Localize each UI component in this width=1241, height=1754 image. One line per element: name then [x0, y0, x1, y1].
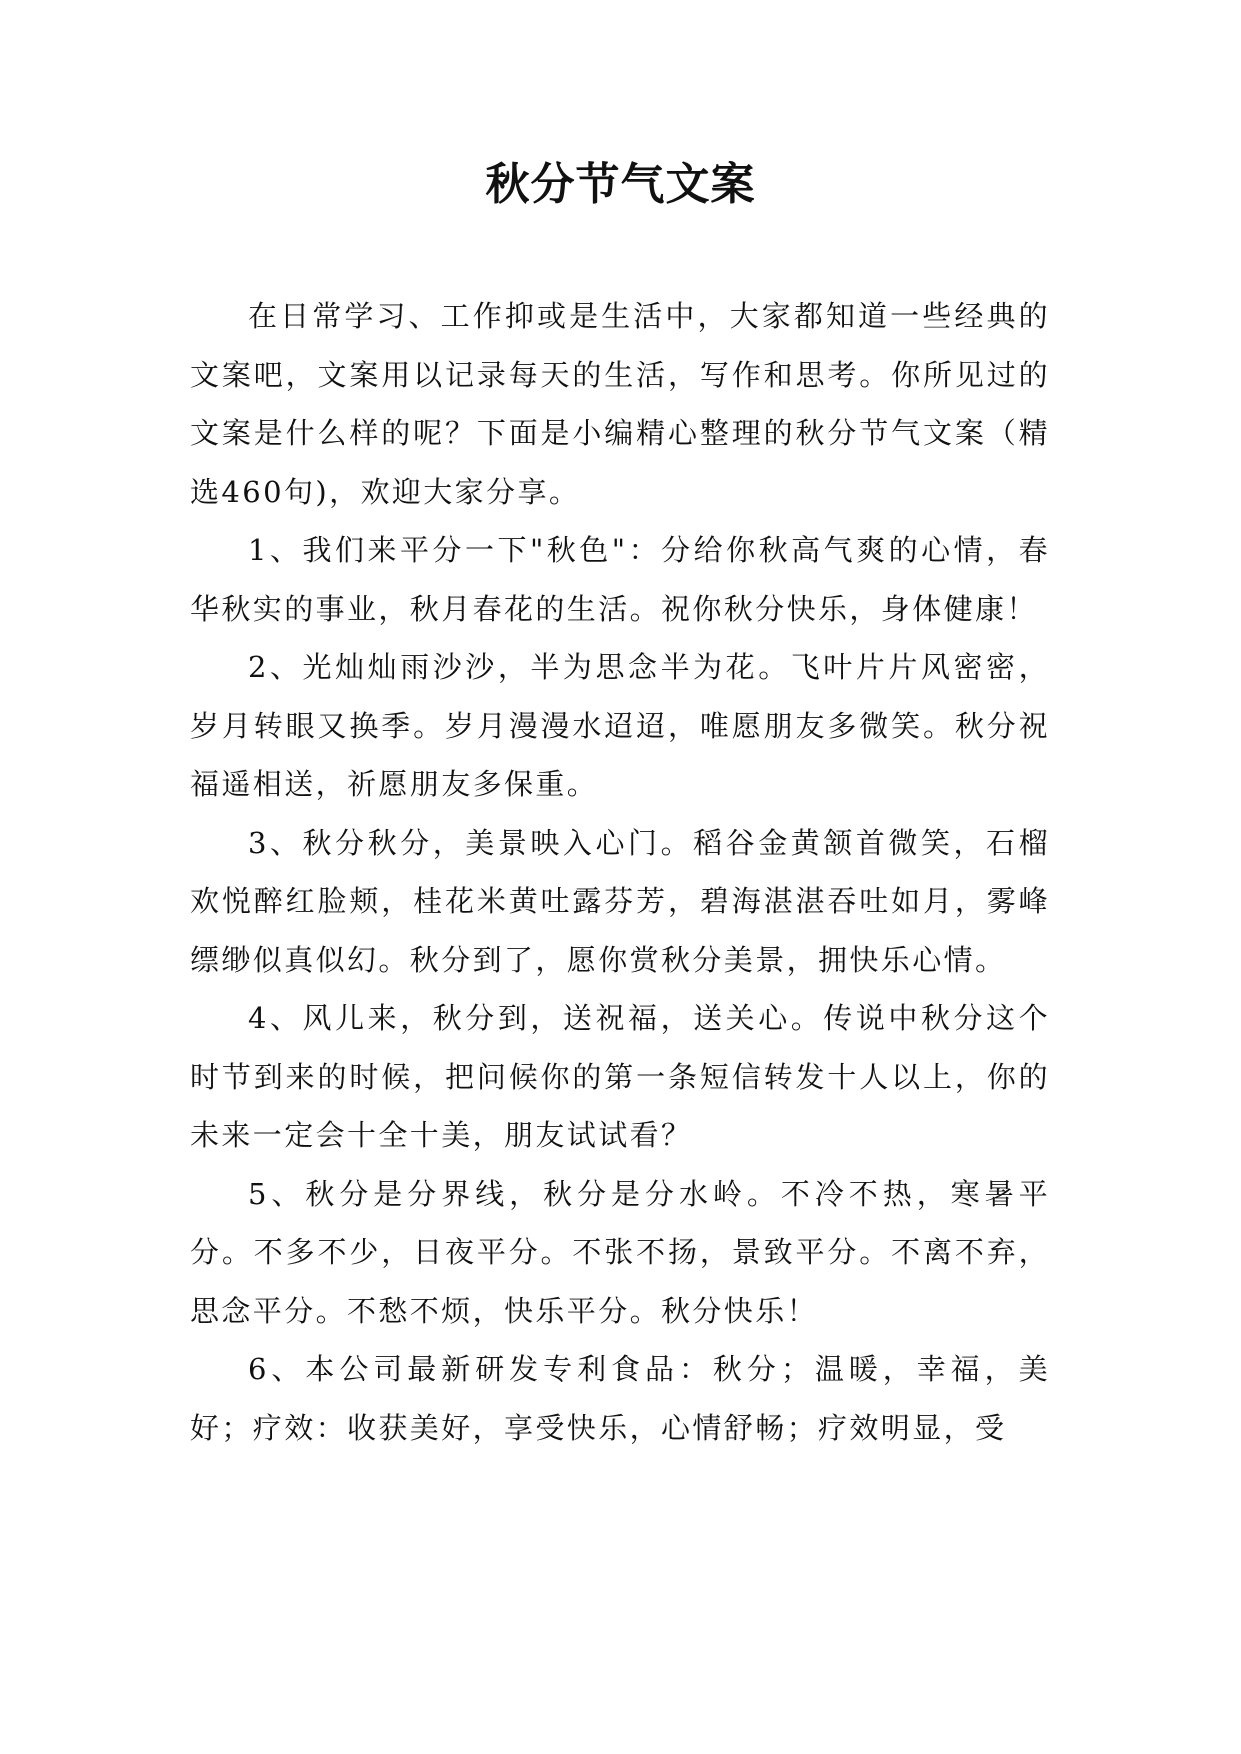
paragraph-item-1: 1、我们来平分一下"秋色"：分给你秋高气爽的心情，春华秋实的事业，秋月春花的生活。祝你秋分快乐，身体健康！	[190, 533, 1050, 626]
paragraph-item-4: 4、风儿来，秋分到，送祝福，送关心。传说中秋分这个时节到来的时候，把问候你的第一条短信转发十人以上，你的未来一定会十全十美，朋友试试看？	[190, 1001, 1050, 1152]
paragraph-item-5: 5、秋分是分界线，秋分是分水岭。不冷不热，寒暑平分。不多不少，日夜平分。不张不扬，景致平分。不离不弃，思念平分。不愁不烦，快乐平分。秋分快乐！	[190, 1176, 1050, 1328]
document-title: 秋分节气文案	[485, 159, 756, 210]
document-body	[190, 287, 1050, 1457]
paragraph-item-3: 3、秋分秋分，美景映入心门。稻谷金黄颔首微笑，石榴欢悦醉红脸颊，桂花米黄吐露芬芳，碧海湛湛吞吐如月，雾峰缥缈似真似幻。秋分到了，愿你赏秋分美景，拥快乐心情。	[190, 825, 1050, 977]
paragraph-intro: 在日常学习、工作抑或是生活中，大家都知道一些经典的文案吧，文案用以记录每天的生活，写作和思考。你所见过的文案是什么样的呢？下面是小编精心整理的秋分节气文案（精选460句)，欢迎大家分享。	[190, 299, 1050, 509]
paragraph-item-6: 6、本公司最新研发专利食品：秋分；温暖，幸福，美好；疗效：收获美好，享受快乐，心情舒畅；疗效明显，受	[190, 1352, 1050, 1445]
paragraph-item-2: 2、光灿灿雨沙沙，半为思念半为花。飞叶片片风密密，岁月转眼又换季。岁月漫漫水迢迢，唯愿朋友多微笑。秋分祝福遥相送，祈愿朋友多保重。	[190, 650, 1050, 801]
